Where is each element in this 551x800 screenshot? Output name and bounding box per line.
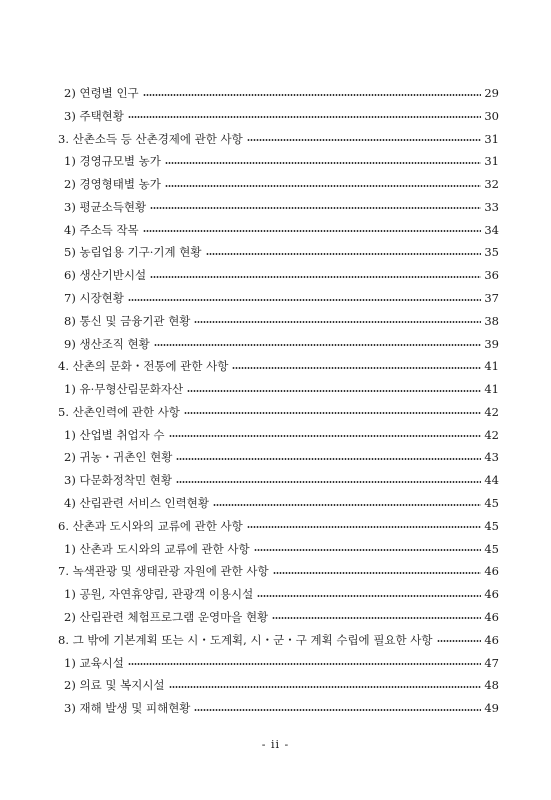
toc-entry-page-number: 48: [484, 678, 499, 693]
toc-entry-page-number: 46: [484, 587, 499, 602]
toc-entry-page-number: 33: [484, 199, 499, 214]
toc-entry-page-number: 44: [484, 473, 499, 488]
toc-subsection-entry: [64, 586, 499, 602]
toc-entry-title: 7. 녹색관광 및 생태관광 자원에 관한 사항: [58, 564, 269, 579]
toc-entry-page-number: 46: [484, 609, 499, 624]
toc-subsection-entry: [64, 176, 499, 192]
toc-entry-title: 1) 교육시설: [64, 655, 124, 670]
toc-section-entry: [58, 358, 499, 374]
dot-leader: [169, 435, 482, 437]
dot-leader: [150, 207, 481, 209]
toc-section-entry: [58, 518, 499, 534]
dot-leader: [187, 390, 481, 392]
toc-entry-title: 1) 경영규모별 농가: [64, 154, 161, 169]
toc-entry-title: 4) 주소득 작목: [64, 222, 139, 237]
toc-entry-page-number: 42: [484, 404, 499, 419]
toc-section-entry: [58, 131, 499, 147]
page-number-footer: - ii -: [261, 738, 290, 751]
dot-leader: [154, 344, 482, 346]
toc-entry-title: 1) 공원, 자연휴양림, 관광객 이용시설: [64, 587, 254, 602]
toc-entry-title: 3) 다문화정착민 현황: [64, 473, 172, 488]
toc-entry-page-number: 32: [484, 177, 499, 192]
toc-entry-title: 1) 유·무형산림문화자산: [64, 382, 184, 397]
toc-entry-title: 4. 산촌의 문화・전통에 관한 사항: [58, 359, 229, 374]
toc-entry-title: 9) 생산조직 현황: [64, 336, 150, 351]
toc-entry-title: 2) 귀농・귀촌인 현황: [64, 450, 173, 465]
dot-leader: [194, 321, 481, 323]
dot-leader: [128, 116, 481, 118]
dot-leader: [176, 458, 481, 460]
toc-subsection-entry: [64, 244, 499, 260]
toc-entry-title: 3) 재해 발생 및 피해현황: [64, 701, 191, 716]
toc-entry-title: 1) 산촌과 도시와의 교류에 관한 사항: [64, 541, 250, 556]
toc-entry-title: 3) 평균소득현황: [64, 199, 147, 214]
toc-entry-page-number: 45: [484, 496, 499, 511]
toc-entry-page-number: 38: [484, 313, 499, 328]
toc-section-entry: [58, 404, 499, 420]
dot-leader: [232, 367, 481, 369]
dot-leader: [143, 94, 482, 96]
toc-subsection-entry: [64, 495, 499, 511]
toc-subsection-entry: [64, 655, 499, 671]
toc-entry-title: 5. 산촌인력에 관한 사항: [58, 404, 180, 419]
toc-entry-title: 8. 그 밖에 기본계획 또는 시・도계획, 시・군・구 계획 수립에 필요한 사항: [58, 632, 433, 647]
toc-entry-title: 3) 주택현황: [64, 108, 124, 123]
toc-subsection-entry: [64, 222, 499, 238]
dot-leader: [143, 230, 482, 232]
toc-entry-page-number: 34: [484, 222, 499, 237]
toc-entry-page-number: 41: [484, 359, 499, 374]
toc-subsection-entry: [64, 700, 499, 716]
toc-subsection-entry: [64, 267, 499, 283]
dot-leader: [150, 276, 481, 278]
toc-subsection-entry: [64, 290, 499, 306]
toc-entry-title: 2) 연령별 인구: [64, 86, 139, 100]
dot-leader: [273, 572, 482, 574]
dot-leader: [194, 709, 481, 711]
dot-leader: [165, 162, 481, 164]
toc-entry-page-number: 42: [484, 427, 499, 442]
toc-subsection-entry: [64, 85, 499, 101]
dot-leader: [206, 253, 482, 255]
dot-leader: [254, 549, 482, 551]
dot-leader: [272, 617, 481, 619]
dot-leader: [184, 412, 481, 414]
toc-subsection-entry: [64, 108, 499, 124]
toc-entry-title: 6. 산촌과 도시와의 교류에 관한 사항: [58, 518, 243, 533]
toc-subsection-entry: [64, 381, 499, 397]
toc-entry-page-number: 29: [484, 86, 499, 100]
dot-leader: [213, 504, 481, 506]
toc-subsection-entry: [64, 427, 499, 443]
dot-leader: [437, 640, 482, 642]
toc-entry-page-number: 35: [484, 245, 499, 260]
dot-leader: [128, 299, 481, 301]
toc-entry-title: 6) 생산기반시설: [64, 268, 147, 283]
toc-entry-page-number: 45: [484, 541, 499, 556]
toc-entry-page-number: 31: [484, 154, 499, 169]
toc-section-entry: [58, 563, 499, 579]
toc-entry-page-number: 47: [484, 655, 499, 670]
toc-entry-title: 2) 경영형태별 농가: [64, 177, 161, 192]
dot-leader: [257, 595, 481, 597]
toc-entry-page-number: 31: [484, 131, 499, 146]
toc-entry-page-number: 37: [484, 291, 499, 306]
toc-entry-page-number: 36: [484, 268, 499, 283]
toc-subsection-entry: [64, 677, 499, 693]
toc-subsection-entry: [64, 199, 499, 215]
dot-leader: [247, 526, 482, 528]
toc-subsection-entry: [64, 336, 499, 352]
toc-entry-title: 2) 산림관련 체험프로그램 운영마을 현황: [64, 609, 269, 624]
toc-entry-title: 4) 산림관련 서비스 인력현황: [64, 496, 209, 511]
dot-leader: [128, 663, 481, 665]
toc-subsection-entry: [64, 449, 499, 465]
toc-section-entry: [58, 632, 499, 648]
toc-entry-page-number: 30: [484, 108, 499, 123]
toc-entry-page-number: 49: [484, 701, 499, 716]
toc-subsection-entry: [64, 609, 499, 625]
toc-entry-page-number: 46: [484, 564, 499, 579]
toc-subsection-entry: [64, 313, 499, 329]
toc-entry-page-number: 45: [484, 518, 499, 533]
dot-leader: [247, 139, 482, 141]
toc-subsection-entry: [64, 472, 499, 488]
toc-entry-page-number: 39: [484, 336, 499, 351]
toc-entry-page-number: 43: [484, 450, 499, 465]
toc-entry-title: 5) 농림업용 기구·기계 현황: [64, 245, 202, 260]
dot-leader: [176, 481, 481, 483]
toc-entry-page-number: 46: [484, 632, 499, 647]
toc-subsection-entry: [64, 541, 499, 557]
toc-entry-title: 2) 의료 및 복지시설: [64, 678, 165, 693]
toc-entry-page-number: 41: [484, 382, 499, 397]
toc-entry-title: 1) 산업별 취업자 수: [64, 427, 165, 442]
toc-entry-title: 8) 통신 및 금융기관 현황: [64, 313, 191, 328]
toc-entry-title: 3. 산촌소득 등 산촌경제에 관한 사항: [58, 131, 243, 146]
toc-subsection-entry: [64, 153, 499, 169]
toc-entry-title: 7) 시장현황: [64, 291, 124, 306]
dot-leader: [165, 185, 481, 187]
dot-leader: [169, 686, 482, 688]
